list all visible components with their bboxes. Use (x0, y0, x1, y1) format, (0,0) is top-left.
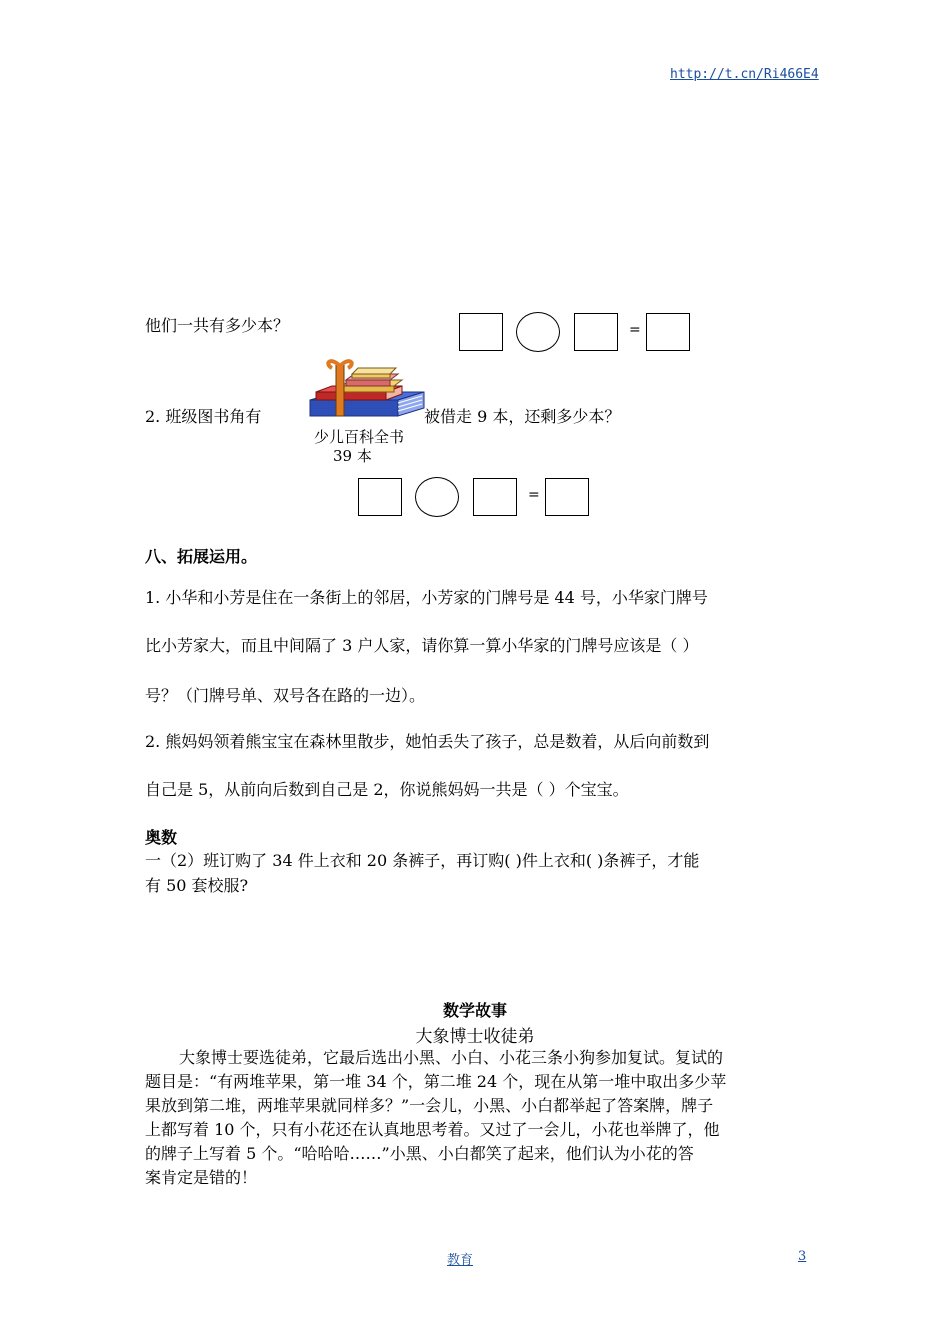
operator-circle[interactable] (516, 312, 560, 352)
answer-box[interactable] (358, 478, 402, 516)
operator-circle[interactable] (415, 477, 459, 517)
answer-box[interactable] (574, 313, 618, 351)
olympiad-line-2: 有 50 套校服? (145, 876, 249, 895)
book-label-title: 少儿百科全书 (314, 428, 405, 446)
story-line: 的牌子上写着 5 个。“哈哈哈……”小黑、小白都笑了起来，他们认为小花的答 (145, 1144, 694, 1163)
header-link[interactable]: http://t.cn/Ri466E4 (670, 67, 819, 82)
story-body (145, 1046, 807, 1190)
story-line: 上都写着 10 个，只有小花还在认真地思考着。又过了一会儿，小花也举牌了，他 (145, 1120, 720, 1139)
result-box[interactable] (646, 313, 690, 351)
q2-suffix: 被借走 9 本，还剩多少本？ (424, 407, 621, 426)
section-title: 八、拓展运用。 (145, 547, 258, 566)
story-line: 果放到第二堆，两堆苹果就同样多？”一会儿，小黑、小白都举起了答案牌，牌子 (145, 1096, 714, 1115)
answer-box[interactable] (459, 313, 503, 351)
story-line: 题目是：“有两堆苹果，第一堆 34 个，第二堆 24 个，现在从第一堆中取出多少苹 (145, 1072, 727, 1091)
problem-2-line-1: 2. 熊妈妈领着熊宝宝在森林里散步，她怕丢失了孩子，总是数着，从后向前数到 (145, 732, 710, 751)
page-number: 3 (798, 1249, 807, 1264)
problem-1-line-1: 1. 小华和小芳是住在一条街上的邻居，小芳家的门牌号是 44 号，小华家门牌号 (145, 588, 708, 607)
story-title: 数学故事 (442, 1001, 507, 1020)
problem-1-line-2: 比小芳家大，而且中间隔了 3 户人家，请你算一算小华家的门牌号应该是（ ） (145, 636, 699, 655)
books-stack-icon (302, 356, 430, 426)
q2-prefix: 2. 班级图书角有 (145, 407, 262, 426)
story-line: 大象博士要选徒弟，它最后选出小黑、小白、小花三条小狗参加复试。复试的 (179, 1048, 724, 1067)
olympiad-line-1: 一（2）班订购了 34 件上衣和 20 条裤子，再订购( )件上衣和( )条裤子，才能 (145, 851, 700, 870)
result-box[interactable] (545, 478, 589, 516)
olympiad-title: 奥数 (145, 828, 178, 847)
q1-question: 他们一共有多少本？ (145, 316, 290, 335)
problem-1-line-3: 号？（门牌号单、双号各在路的一边）。 (145, 686, 426, 705)
footer-link[interactable]: 教育 (447, 1253, 474, 1268)
story-subtitle: 大象博士收徒弟 (415, 1027, 535, 1047)
book-label-count: 39 本 (333, 447, 372, 465)
answer-box[interactable] (473, 478, 517, 516)
problem-2-line-2: 自己是 5，从前向后数到自己是 2，你说熊妈妈一共是（ ）个宝宝。 (145, 780, 629, 799)
story-line: 案肯定是错的！ (145, 1168, 258, 1187)
equals-sign: = (629, 322, 641, 338)
equals-sign: = (528, 487, 540, 503)
